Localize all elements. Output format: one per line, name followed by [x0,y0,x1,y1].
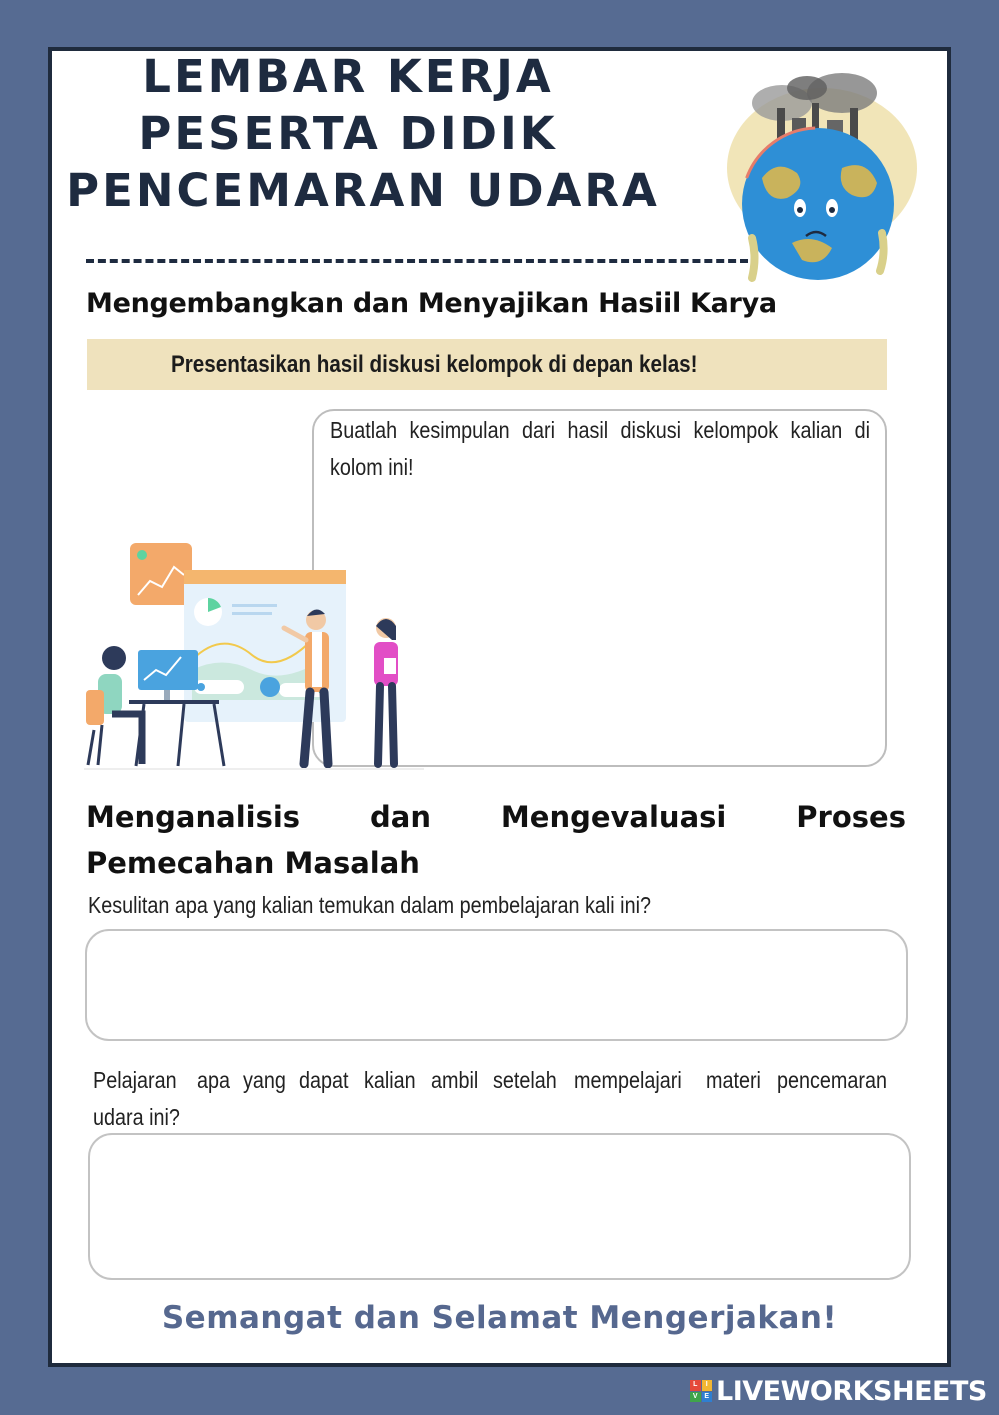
title-line-1: LEMBAR KERJA [142,50,554,103]
conclusion-instruction: Buatlah kesimpulan dari hasil diskusi kelompok kalian di kolom ini! [330,417,871,480]
title-line-2: PESERTA DIDIK [138,107,558,160]
presentation-illustration [84,540,424,770]
section-heading-karya: Mengembangkan dan Menyajikan Hasiil Karya [86,288,777,319]
polluted-earth-illustration [722,58,922,290]
closing-message: Semangat dan Selamat Mengerjakan! [161,1300,838,1336]
heading-word-1: Menganalisis [86,800,301,834]
heading-word-4: Proses [796,800,906,834]
title-divider [86,259,748,263]
liveworksheets-logo-icon: L I V E [690,1380,712,1402]
instruction-banner [87,339,887,390]
liveworksheets-watermark [690,1376,987,1406]
heading-word-2: dan [370,800,431,834]
question-2-line-2: udara ini? [93,1104,180,1130]
section-heading-analisis [86,794,906,886]
banner-text: Presentasikan hasil diskusi kelompok di depan kelas! [171,350,698,378]
worksheet-title [48,48,678,219]
heading-line-2: Pemecahan Masalah [86,846,420,880]
question-2: Pelajaran apa yang dapat kalian ambil setelah mempelajari materi pencemaran udara ini? [93,1062,905,1136]
question-1: Kesulitan apa yang kalian temukan dalam pembelajaran kali ini? [88,892,651,918]
answer-box-2[interactable] [88,1133,911,1280]
title-line-3: PENCEMARAN UDARA [66,164,660,217]
heading-word-3: Mengevaluasi [500,800,727,834]
watermark-text: LIVEWORKSHEETS [716,1375,987,1407]
answer-box-1[interactable] [85,929,908,1041]
